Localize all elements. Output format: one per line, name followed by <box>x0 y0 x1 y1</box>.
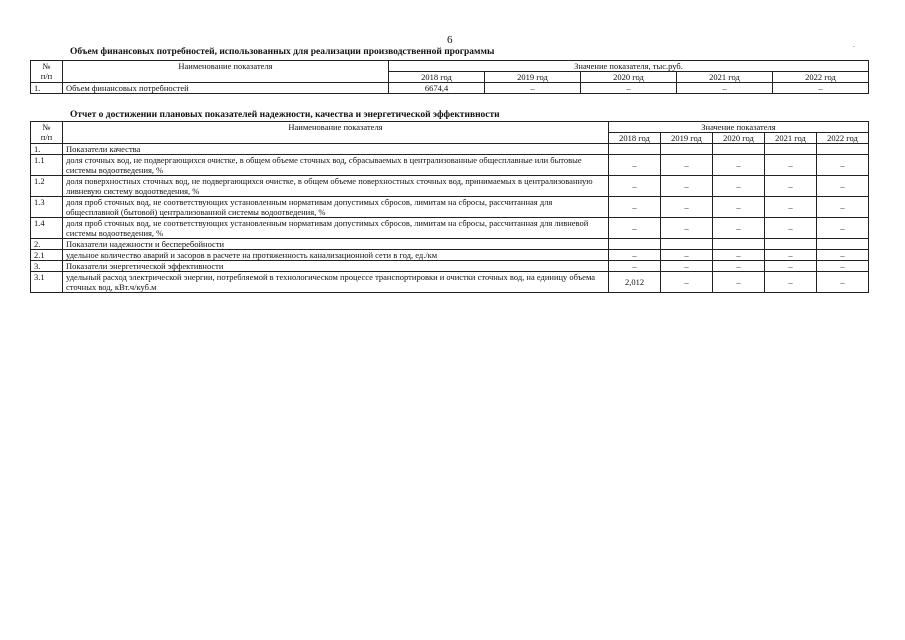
row-value: – <box>661 250 713 261</box>
row-value: – <box>677 83 773 94</box>
table1-title: Объем финансовых потребностей, использованных для реализации производственной программы <box>70 47 495 57</box>
indicators-table <box>30 121 869 293</box>
row-value <box>817 239 869 250</box>
row-value: – <box>661 261 713 272</box>
row-value: – <box>713 261 765 272</box>
row-number: 3. <box>31 261 63 272</box>
row-name: доля проб сточных вод, не соответствующих установленным нормативам допустимых сбросов, лимитам на сбросы, рассчитанная для общесплавной (бытовой) централизованной системы водоотведения, % <box>63 197 609 218</box>
row-value <box>661 144 713 155</box>
row-value: – <box>765 197 817 218</box>
margin-mark: . <box>853 40 855 49</box>
table-row <box>31 272 869 293</box>
year-header: 2022 год <box>817 133 869 144</box>
row-value <box>817 144 869 155</box>
row-value: 2,012 <box>609 272 661 293</box>
year-header: 2018 год <box>609 133 661 144</box>
row-value: – <box>661 218 713 239</box>
col-value-header: Значение показателя <box>609 122 869 133</box>
table-row <box>31 261 869 272</box>
year-header: 2022 год <box>773 72 869 83</box>
row-name: Показатели качества <box>63 144 609 155</box>
row-value: – <box>609 155 661 176</box>
row-number: 1.1 <box>31 155 63 176</box>
row-value: – <box>713 272 765 293</box>
year-header: 2021 год <box>765 133 817 144</box>
row-name: удельное количество аварий и засоров в расчете на протяженность канализационной сети в год, ед./км <box>63 250 609 261</box>
col-no-line1: № <box>42 61 51 71</box>
table-row <box>31 239 869 250</box>
row-name: Показатели энергетической эффективности <box>63 261 609 272</box>
row-number: 2.1 <box>31 250 63 261</box>
row-value: – <box>765 218 817 239</box>
year-header: 2019 год <box>661 133 713 144</box>
row-value: – <box>713 197 765 218</box>
row-value <box>713 144 765 155</box>
row-value: – <box>609 250 661 261</box>
row-value: 6674,4 <box>389 83 485 94</box>
col-no-header <box>31 122 63 144</box>
row-value: – <box>713 218 765 239</box>
row-value: – <box>765 272 817 293</box>
row-value: – <box>817 197 869 218</box>
row-value <box>661 239 713 250</box>
row-value <box>609 239 661 250</box>
row-value: – <box>661 155 713 176</box>
table-row <box>31 197 869 218</box>
row-value: – <box>765 155 817 176</box>
table-row <box>31 218 869 239</box>
row-value <box>765 144 817 155</box>
row-value: – <box>817 176 869 197</box>
row-number: 1.2 <box>31 176 63 197</box>
row-value <box>713 239 765 250</box>
row-name: доля поверхностных сточных вод, не подвергающихся очистке, в общем объеме поверхностных сточных вод, принимаемых в централизованную ливневую систему водоотведения, % <box>63 176 609 197</box>
row-name: доля проб сточных вод, не соответствующих установленным нормативам допустимых сбросов, лимитам на сбросы, рассчитанная для ливневой системы водоотведения, % <box>63 218 609 239</box>
col-no-header <box>31 61 63 83</box>
row-number: 1. <box>31 144 63 155</box>
row-value: – <box>581 83 677 94</box>
table2-title: Отчет о достижении плановых показателей надежности, качества и энергетической эффективности <box>70 110 500 120</box>
row-value: – <box>817 272 869 293</box>
page-number: 6 <box>447 34 453 46</box>
row-value: – <box>817 250 869 261</box>
row-value: – <box>609 218 661 239</box>
row-name: удельный расход электрической энергии, потребляемой в технологическом процессе транспортировки и очистки сточных вод, на единицу объема сточных вод, кВт.ч/куб.м <box>63 272 609 293</box>
financial-needs-table <box>30 60 869 94</box>
col-value-header: Значение показателя, тыс.руб. <box>389 61 869 72</box>
row-number: 3.1 <box>31 272 63 293</box>
row-value <box>765 239 817 250</box>
year-header: 2021 год <box>677 72 773 83</box>
row-value: – <box>713 176 765 197</box>
row-number: 2. <box>31 239 63 250</box>
row-name: доля сточных вод, не подвергающихся очистке, в общем объеме сточных вод, сбрасываемых в централизованные общесплавные или бытовые системы водоотведения, % <box>63 155 609 176</box>
col-name-header: Наименование показателя <box>63 61 389 83</box>
row-value: – <box>661 197 713 218</box>
row-value: – <box>661 272 713 293</box>
year-header: 2020 год <box>581 72 677 83</box>
row-value: – <box>713 155 765 176</box>
row-value: – <box>765 176 817 197</box>
row-number: 1. <box>31 83 63 94</box>
row-name: Показатели надежности и бесперебойности <box>63 239 609 250</box>
row-value: – <box>609 261 661 272</box>
table-row <box>31 155 869 176</box>
table-row <box>31 250 869 261</box>
row-value <box>609 144 661 155</box>
year-header: 2020 год <box>713 133 765 144</box>
row-number: 1.3 <box>31 197 63 218</box>
table-row <box>31 176 869 197</box>
table-row <box>31 144 869 155</box>
row-name: Объем финансовых потребностей <box>63 83 389 94</box>
row-value: – <box>765 250 817 261</box>
year-header: 2019 год <box>485 72 581 83</box>
year-header: 2018 год <box>389 72 485 83</box>
col-no-line2: п/п <box>40 71 53 81</box>
table-row <box>31 83 869 94</box>
row-value: – <box>713 250 765 261</box>
row-value: – <box>773 83 869 94</box>
row-number: 1.4 <box>31 218 63 239</box>
row-value: – <box>609 176 661 197</box>
col-name-header: Наименование показателя <box>63 122 609 144</box>
row-value: – <box>609 197 661 218</box>
row-value: – <box>817 261 869 272</box>
row-value: – <box>817 218 869 239</box>
col-no-line2: п/п <box>40 132 53 142</box>
row-value: – <box>661 176 713 197</box>
col-no-line1: № <box>42 122 51 132</box>
row-value: – <box>485 83 581 94</box>
row-value: – <box>765 261 817 272</box>
row-value: – <box>817 155 869 176</box>
